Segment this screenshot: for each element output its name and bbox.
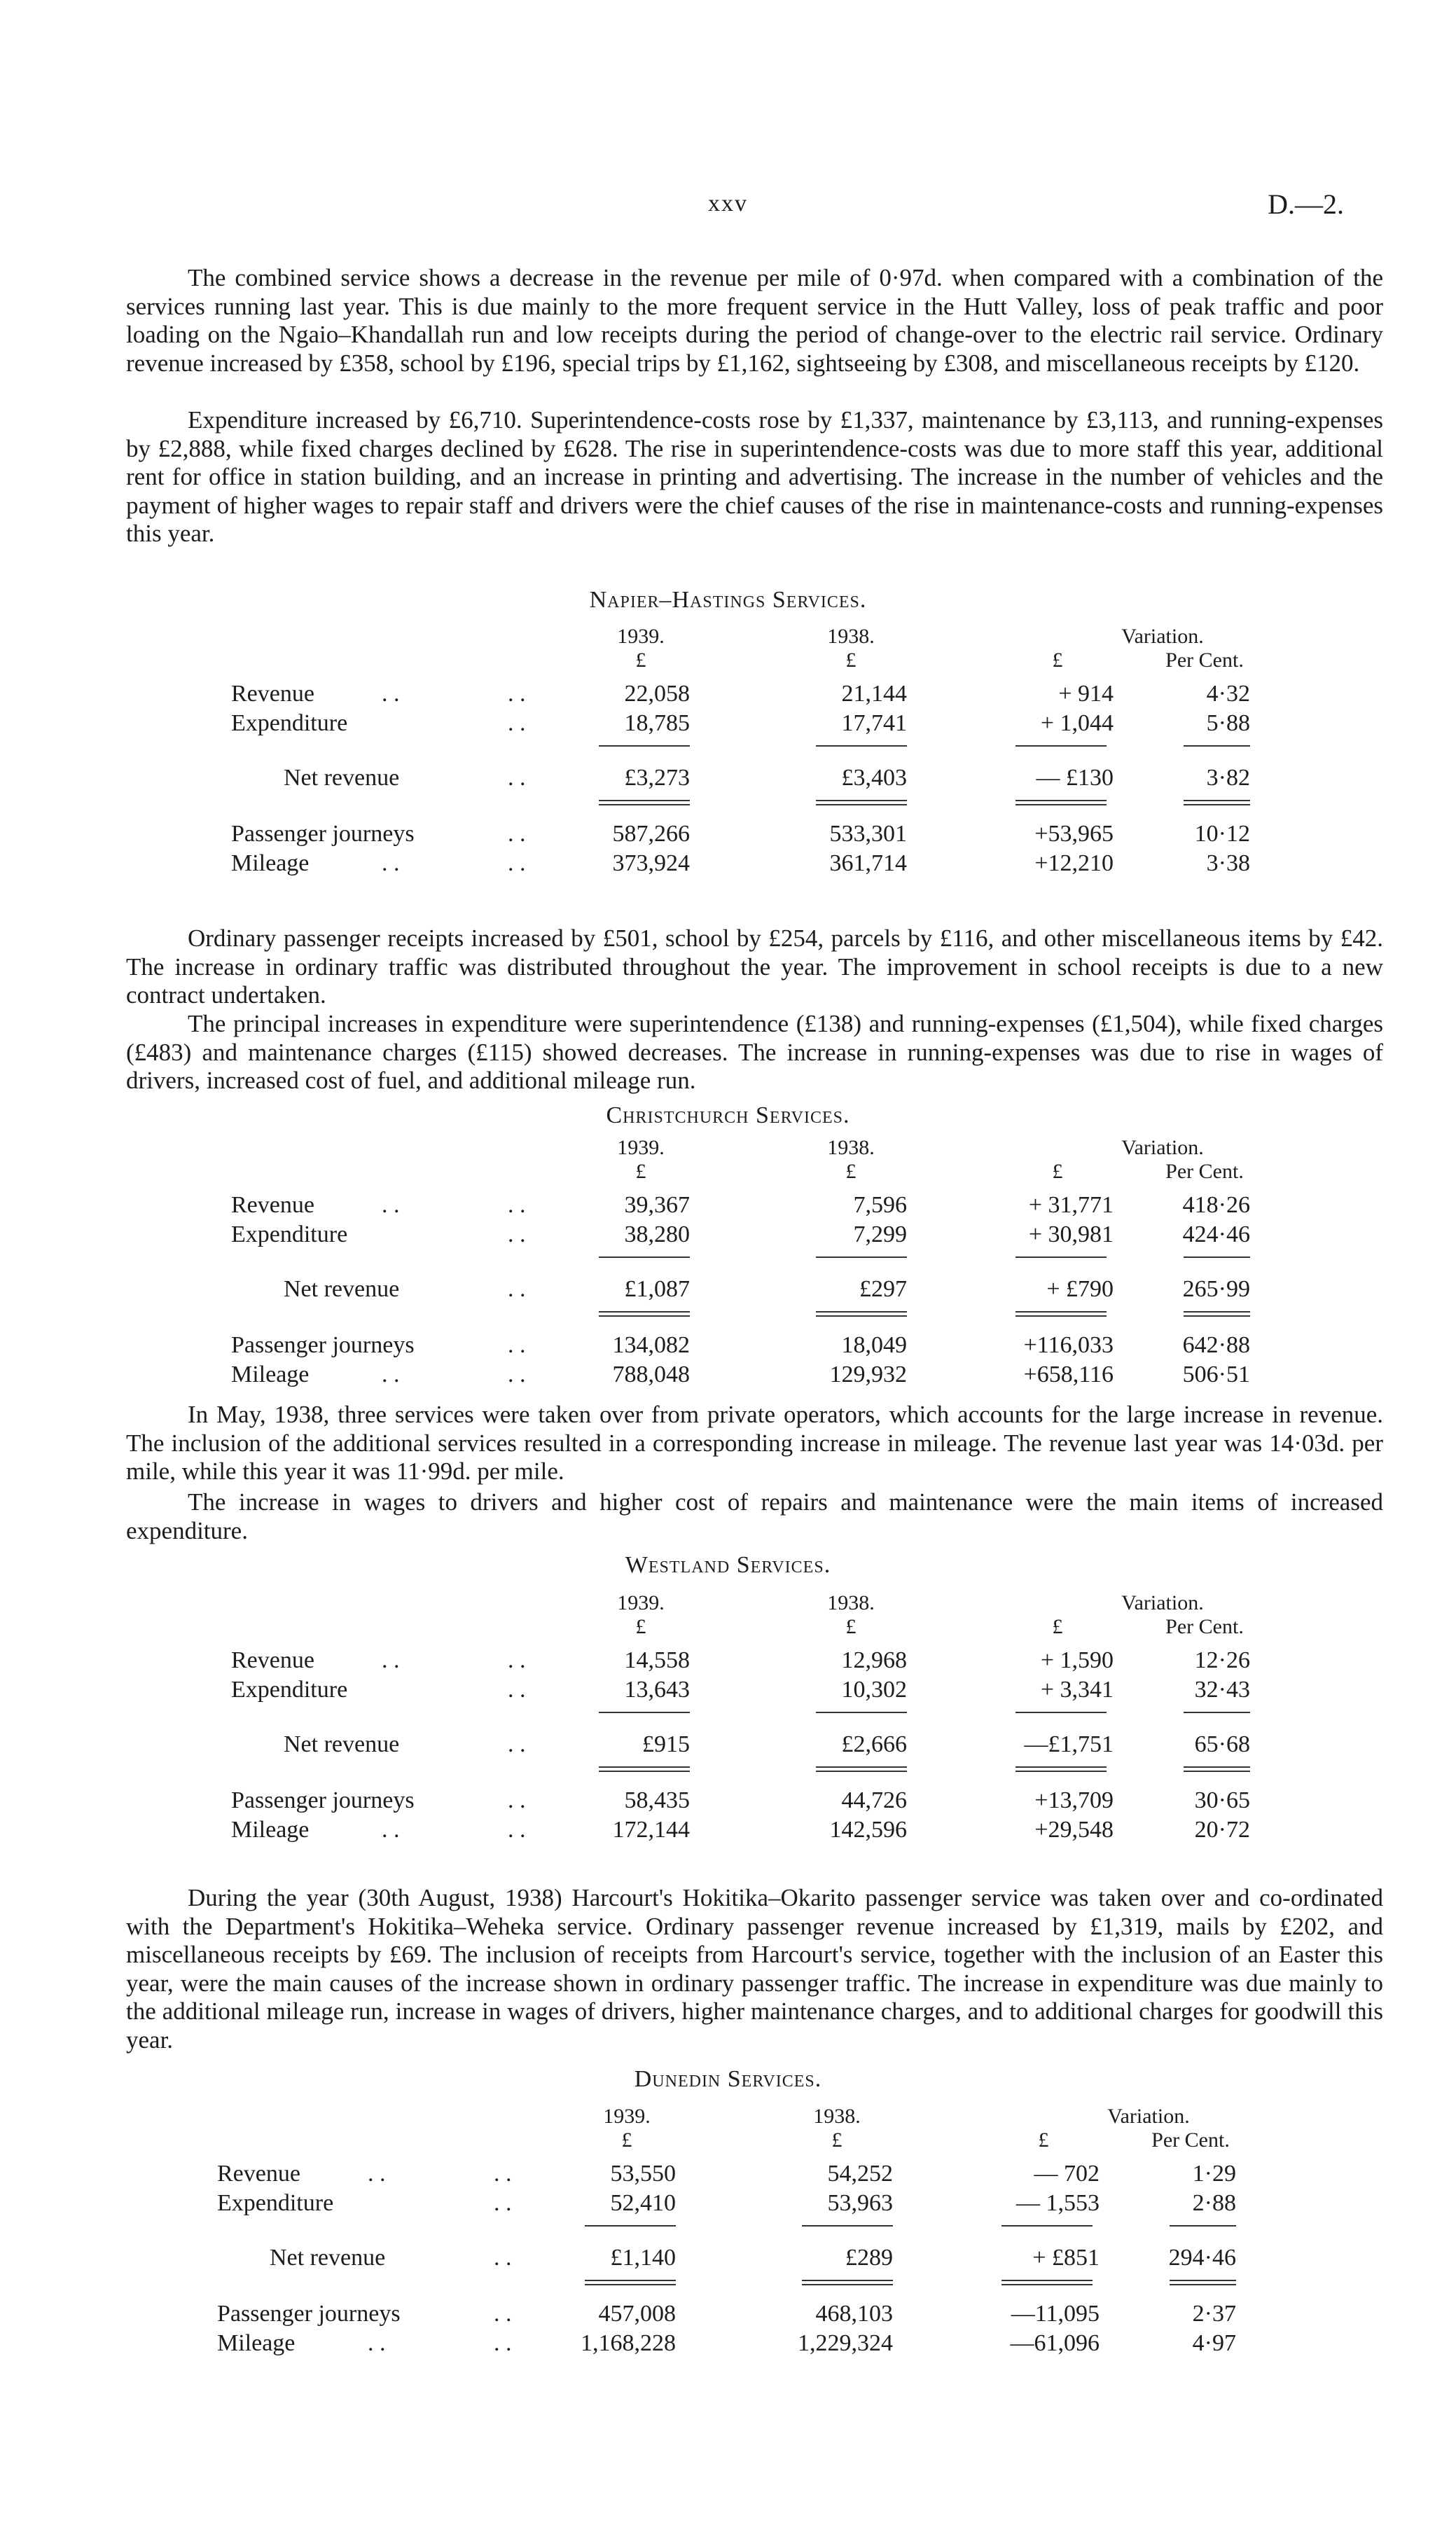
table-cell: 18,049	[841, 1332, 907, 1358]
table-cell: 2·37	[1192, 2301, 1236, 2327]
table-cell: 21,144	[841, 681, 907, 707]
double-rule	[1015, 1311, 1107, 1317]
leader-dots: . .	[508, 1817, 526, 1843]
year-1939: 1939.	[617, 1136, 665, 1159]
table-cell: 52,410	[610, 2190, 676, 2216]
table-cell: + 31,771	[1028, 1192, 1114, 1218]
table-cell: 58,435	[624, 1787, 690, 1813]
table-cell: 30·65	[1194, 1787, 1250, 1813]
table-cell: 13,643	[624, 1677, 690, 1703]
table-cell: 587,266	[612, 821, 690, 847]
double-rule	[816, 800, 907, 805]
paragraph: The increase in wages to drivers and higher cost of repairs and maintenance were the main items of increased expenditure.	[126, 1488, 1383, 1544]
leader-dots: . .	[494, 2301, 512, 2327]
table-cell: 533,301	[829, 821, 907, 847]
per-cent-heading: Per Cent.	[1165, 649, 1244, 672]
table-cell: 3·82	[1206, 765, 1250, 791]
row-label: Revenue	[231, 1647, 314, 1673]
table-cell: 265·99	[1182, 1276, 1250, 1302]
table-cell: £1,087	[624, 1276, 690, 1302]
year-1938: 1938.	[827, 1591, 875, 1614]
leader-dots: . .	[382, 1362, 400, 1387]
leader-dots: . .	[494, 2330, 512, 2356]
table-cell: 38,280	[624, 1221, 690, 1247]
table-cell: 53,963	[827, 2190, 893, 2216]
pound-sign: £	[1052, 1160, 1063, 1183]
table-cell: + 914	[1058, 681, 1114, 707]
table-cell: 457,008	[598, 2301, 676, 2327]
single-rule	[599, 745, 690, 747]
leader-dots: . .	[508, 710, 526, 736]
section-title: Dunedin Services.	[634, 2066, 822, 2092]
table-cell: £2,666	[841, 1731, 907, 1757]
table-row	[231, 1647, 1282, 1675]
pound-sign: £	[1052, 1615, 1063, 1638]
row-label: Mileage	[231, 1817, 310, 1843]
single-rule	[1001, 2225, 1093, 2227]
row-label: Expenditure	[217, 2190, 334, 2216]
table-cell: £297	[859, 1276, 907, 1302]
table-cell: 129,932	[829, 1362, 907, 1387]
table-cell: —61,096	[1010, 2330, 1100, 2356]
table-row	[217, 2330, 1268, 2358]
pound-sign: £	[831, 2128, 843, 2152]
leader-dots: . .	[494, 2245, 512, 2271]
table-cell: 22,058	[624, 681, 690, 707]
row-label: Passenger journeys	[231, 1332, 415, 1358]
table-cell: 17,741	[841, 710, 907, 736]
leader-dots: . .	[382, 1817, 400, 1843]
single-rule	[1015, 1712, 1107, 1713]
single-rule	[1184, 745, 1250, 747]
double-rule	[1184, 800, 1250, 805]
table-cell: 172,144	[612, 1817, 690, 1843]
row-label: Mileage	[231, 850, 310, 876]
table-row	[231, 765, 1282, 793]
pound-sign: £	[635, 1615, 646, 1638]
single-rule	[816, 1256, 907, 1258]
per-cent-heading: Per Cent.	[1151, 2128, 1230, 2152]
table-cell: 2·88	[1192, 2190, 1236, 2216]
table-cell: £1,140	[610, 2245, 676, 2271]
leader-dots: . .	[382, 1192, 400, 1218]
table-cell: +12,210	[1034, 850, 1114, 876]
double-rule	[599, 800, 690, 805]
leader-dots: . .	[382, 681, 400, 707]
table-cell: 12·26	[1194, 1647, 1250, 1673]
table-cell: 418·26	[1182, 1192, 1250, 1218]
pound-sign: £	[635, 1160, 646, 1183]
table-row	[231, 1221, 1282, 1249]
year-1939: 1939.	[617, 1591, 665, 1614]
leader-dots: . .	[494, 2161, 512, 2187]
table-cell: + £790	[1046, 1276, 1114, 1302]
table-row	[231, 1276, 1282, 1304]
year-1938: 1938.	[813, 2105, 861, 2128]
table-row	[231, 1787, 1282, 1815]
table-cell: + £851	[1032, 2245, 1100, 2271]
row-label: Mileage	[231, 1362, 310, 1387]
table-cell: 32·43	[1194, 1677, 1250, 1703]
table-row	[231, 1677, 1282, 1705]
paragraph: Ordinary passenger receipts increased by £501, school by £254, parcels by £116, and other miscellaneous items by £42. The increase in ordinary traffic was distributed throughout the year. The improvement in school receipts is due to a new contract undertaken.	[126, 925, 1383, 1009]
leader-dots: . .	[508, 1787, 526, 1813]
section-title: Christchurch Services.	[606, 1102, 850, 1128]
table-row	[231, 850, 1282, 878]
paragraph: Expenditure increased by £6,710. Superintendence-costs rose by £1,337, maintenance by £3,113, and running-expenses by £2,888, while fixed charges declined by £628. The rise in superintendence-costs was due to more staff this year, additional rent for office in station building, and an increase in printing and advertising. The increase in the number of vehicles and the payment of higher wages to repair staff and drivers were the chief causes of the rise in maintenance-costs and running-expenses this year.	[126, 406, 1383, 548]
table-cell: — £130	[1036, 765, 1114, 791]
leader-dots: . .	[508, 765, 526, 791]
table-cell: 65·68	[1194, 1731, 1250, 1757]
row-label: Passenger journeys	[231, 1787, 415, 1813]
table-cell: 10,302	[841, 1677, 907, 1703]
leader-dots: . .	[508, 1647, 526, 1673]
single-rule	[1184, 1256, 1250, 1258]
table-cell: 788,048	[612, 1362, 690, 1387]
per-cent-heading: Per Cent.	[1165, 1615, 1244, 1638]
leader-dots: . .	[382, 1647, 400, 1673]
table-row	[217, 2161, 1268, 2189]
table-subheader	[231, 1160, 1282, 1188]
table-cell: 4·97	[1192, 2330, 1236, 2356]
variation-heading: Variation.	[1121, 1591, 1204, 1614]
table-row	[231, 1332, 1282, 1360]
leader-dots: . .	[508, 1221, 526, 1247]
row-label: Revenue	[217, 2161, 300, 2187]
single-rule	[816, 1712, 907, 1713]
double-rule	[1170, 2280, 1236, 2285]
table-cell: 12,968	[841, 1647, 907, 1673]
double-rule	[1001, 2280, 1093, 2285]
double-rule	[585, 2280, 676, 2285]
table-row	[231, 1817, 1282, 1845]
table-cell: 7,596	[853, 1192, 907, 1218]
paragraph: In May, 1938, three services were taken over from private operators, which accounts for the large increase in revenue. The inclusion of the additional services resulted in a corresponding increase in mileage. The revenue last year was 14·03d. per mile, while this year it was 11·99d. per mile.	[126, 1401, 1383, 1486]
table-row	[231, 821, 1282, 849]
pound-sign: £	[845, 649, 857, 672]
row-label: Revenue	[231, 681, 314, 707]
table-cell: 506·51	[1182, 1362, 1250, 1387]
table-subheader	[217, 2128, 1268, 2156]
row-label: Revenue	[231, 1192, 314, 1218]
table-cell: 18,785	[624, 710, 690, 736]
leader-dots: . .	[494, 2190, 512, 2216]
table-cell: 424·46	[1182, 1221, 1250, 1247]
table-cell: —11,095	[1011, 2301, 1100, 2327]
leader-dots: . .	[508, 821, 526, 847]
page-number: xxv	[708, 191, 748, 216]
table-cell: 373,924	[612, 850, 690, 876]
pound-sign: £	[845, 1615, 857, 1638]
document-reference: D.—2.	[1268, 188, 1344, 220]
table-cell: — 702	[1034, 2161, 1100, 2187]
table-cell: £289	[845, 2245, 893, 2271]
leader-dots: . .	[382, 850, 400, 876]
table-cell: 1,229,324	[798, 2330, 893, 2356]
double-rule	[816, 1766, 907, 1772]
single-rule	[1015, 745, 1107, 747]
table-cell: 44,726	[841, 1787, 907, 1813]
table-cell: 1,168,228	[581, 2330, 676, 2356]
double-rule	[599, 1766, 690, 1772]
table-cell: 142,596	[829, 1817, 907, 1843]
pound-sign: £	[1052, 649, 1063, 672]
table-cell: 642·88	[1182, 1332, 1250, 1358]
table-cell: 5·88	[1206, 710, 1250, 736]
row-label: Net revenue	[284, 765, 400, 791]
row-label: Passenger journeys	[231, 821, 415, 847]
leader-dots: . .	[508, 681, 526, 707]
table-subheader	[231, 649, 1282, 677]
table-cell: 4·32	[1206, 681, 1250, 707]
single-rule	[585, 2225, 676, 2227]
year-1939: 1939.	[617, 625, 665, 648]
section-title: Napier–Hastings Services.	[589, 587, 867, 613]
variation-heading: Variation.	[1107, 2105, 1190, 2128]
table-cell: 294·46	[1168, 2245, 1236, 2271]
table-cell: 7,299	[853, 1221, 907, 1247]
table-row	[231, 681, 1282, 709]
leader-dots: . .	[368, 2161, 386, 2187]
variation-heading: Variation.	[1121, 625, 1204, 648]
table-cell: 54,252	[827, 2161, 893, 2187]
row-label: Passenger journeys	[217, 2301, 401, 2327]
table-row	[231, 1362, 1282, 1390]
double-rule	[1015, 1766, 1107, 1772]
table-row	[231, 1192, 1282, 1220]
table-cell: 468,103	[815, 2301, 893, 2327]
table-cell: +116,033	[1023, 1332, 1114, 1358]
per-cent-heading: Per Cent.	[1165, 1160, 1244, 1183]
table-cell: 1·29	[1192, 2161, 1236, 2187]
year-1938: 1938.	[827, 625, 875, 648]
double-rule	[1184, 1311, 1250, 1317]
table-row	[217, 2190, 1268, 2218]
paragraph: The principal increases in expenditure were superintendence (£138) and running-expenses (£1,504), while fixed charges (£483) and maintenance charges (£115) showed decreases. The increase in running-expenses was due to rise in wages of drivers, increased cost of fuel, and additional mileage run.	[126, 1010, 1383, 1095]
row-label: Net revenue	[284, 1276, 400, 1302]
table-cell: + 1,044	[1040, 710, 1114, 736]
table-cell: +29,548	[1034, 1817, 1114, 1843]
row-label: Net revenue	[284, 1731, 400, 1757]
leader-dots: . .	[508, 850, 526, 876]
row-label: Expenditure	[231, 710, 348, 736]
leader-dots: . .	[508, 1731, 526, 1757]
table-cell: 10·12	[1194, 821, 1250, 847]
row-label: Mileage	[217, 2330, 296, 2356]
table-cell: +13,709	[1034, 1787, 1114, 1813]
paragraph: During the year (30th August, 1938) Harcourt's Hokitika–Okarito passenger service was taken over and co-ordinated with the Department's Hokitika–Weheka service. Ordinary passenger revenue increased by £1,319, mails by £202, and miscellaneous receipts by £69. The inclusion of receipts from Harcourt's service, together with the inclusion of an Easter this year, were the main causes of the increase shown in ordinary passenger traffic. The increase in expenditure was due mainly to the additional mileage run, increase in wages of drivers, higher maintenance charges, and to additional charges for goodwill this year.	[126, 1884, 1383, 2054]
table-cell: +658,116	[1023, 1362, 1114, 1387]
table-cell: 3·38	[1206, 850, 1250, 876]
table-cell: +53,965	[1034, 821, 1114, 847]
table-cell: + 30,981	[1028, 1221, 1114, 1247]
table-cell: £3,273	[624, 765, 690, 791]
double-rule	[816, 1311, 907, 1317]
table-subheader	[231, 1615, 1282, 1643]
double-rule	[599, 1311, 690, 1317]
pound-sign: £	[621, 2128, 632, 2152]
table-row	[217, 2301, 1268, 2329]
leader-dots: . .	[368, 2330, 386, 2356]
row-label: Expenditure	[231, 1221, 348, 1247]
single-rule	[1015, 1256, 1107, 1258]
table-cell: + 1,590	[1040, 1647, 1114, 1673]
pound-sign: £	[635, 649, 646, 672]
single-rule	[802, 2225, 893, 2227]
table-cell: 14,558	[624, 1647, 690, 1673]
table-row	[217, 2245, 1268, 2273]
leader-dots: . .	[508, 1677, 526, 1703]
table-cell: £915	[642, 1731, 690, 1757]
table-cell: —£1,751	[1024, 1731, 1114, 1757]
year-1938: 1938.	[827, 1136, 875, 1159]
table-cell: + 3,341	[1040, 1677, 1114, 1703]
table-row	[231, 1731, 1282, 1759]
single-rule	[816, 745, 907, 747]
row-label: Net revenue	[270, 2245, 386, 2271]
table-cell: 361,714	[829, 850, 907, 876]
single-rule	[1184, 1712, 1250, 1713]
variation-heading: Variation.	[1121, 1136, 1204, 1159]
double-rule	[1184, 1766, 1250, 1772]
table-cell: 39,367	[624, 1192, 690, 1218]
table-row	[231, 710, 1282, 738]
single-rule	[599, 1256, 690, 1258]
row-label: Expenditure	[231, 1677, 348, 1703]
pound-sign: £	[1038, 2128, 1049, 2152]
single-rule	[1170, 2225, 1236, 2227]
table-cell: — 1,553	[1016, 2190, 1100, 2216]
leader-dots: . .	[508, 1276, 526, 1302]
double-rule	[802, 2280, 893, 2285]
section-title: Westland Services.	[625, 1552, 831, 1578]
paragraph: The combined service shows a decrease in the revenue per mile of 0·97d. when compared with a combination of the services running last year. This is due mainly to the more frequent service in the Hutt Valley, loss of peak traffic and poor loading on the Ngaio–Khandallah run and low receipts during the period of change-over to the electric rail service. Ordinary revenue increased by £358, school by £196, special trips by £1,162, sightseeing by £308, and miscellaneous receipts by £120.	[126, 264, 1383, 377]
year-1939: 1939.	[603, 2105, 651, 2128]
pound-sign: £	[845, 1160, 857, 1183]
double-rule	[1015, 800, 1107, 805]
leader-dots: . .	[508, 1332, 526, 1358]
table-cell: 134,082	[612, 1332, 690, 1358]
leader-dots: . .	[508, 1192, 526, 1218]
single-rule	[599, 1712, 690, 1713]
table-cell: £3,403	[841, 765, 907, 791]
table-cell: 20·72	[1194, 1817, 1250, 1843]
table-cell: 53,550	[610, 2161, 676, 2187]
leader-dots: . .	[508, 1362, 526, 1387]
